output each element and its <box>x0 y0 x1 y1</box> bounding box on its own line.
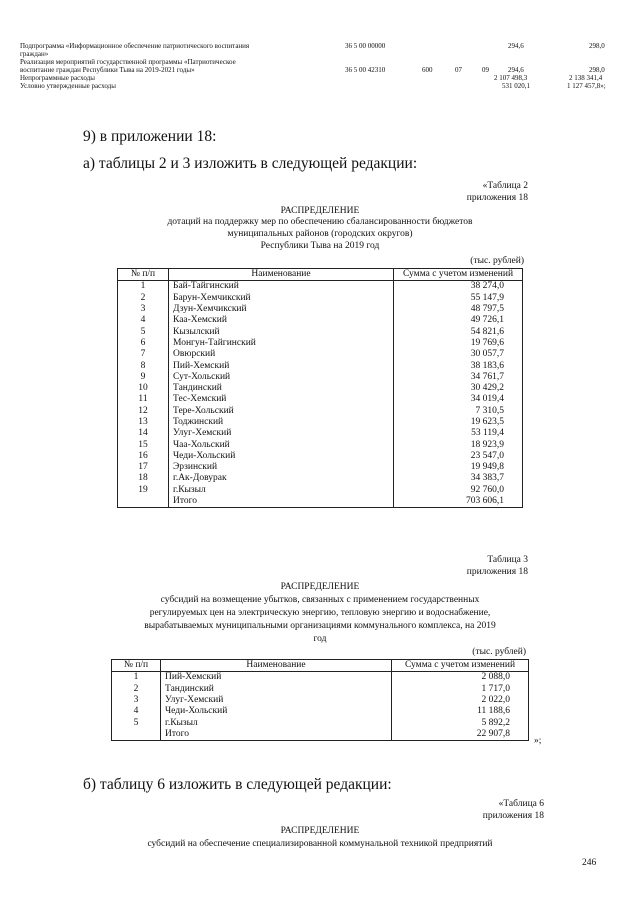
cell-name: г.Ак-Довурак <box>169 473 394 484</box>
table2-subtitle: Республики Тыва на 2019 год <box>260 241 380 251</box>
cell-name: Итого <box>169 496 394 508</box>
cell-name: Чаа-Хольский <box>169 439 394 450</box>
cell-sum: 53 119,4 <box>394 428 523 439</box>
row-value-2020: 2 138 341,4 <box>569 74 603 82</box>
row-code: 36 5 00 42310 <box>345 66 386 74</box>
cell-sum: 5 892,2 <box>392 717 529 728</box>
cell-number: 1 <box>112 672 161 684</box>
cell-sum: 49 726,1 <box>394 315 523 326</box>
row-value-2019: 294,6 <box>508 42 524 50</box>
table6-subtitle: субсидий на обеспечение специализированной коммунальной техникой предприятий <box>147 839 493 849</box>
row-rz: 07 <box>455 66 462 74</box>
table2 <box>117 268 523 508</box>
row-name: Непрограммные расходы <box>20 74 95 82</box>
table3-title: РАСПРЕДЕЛЕНИЕ <box>280 582 360 592</box>
table-row <box>118 326 523 337</box>
table-header-row <box>118 269 523 281</box>
cell-name: Монгун-Тайгинский <box>169 338 394 349</box>
table-row <box>112 706 529 717</box>
cell-sum: 38 183,6 <box>394 360 523 371</box>
cell-sum: 34 383,7 <box>394 473 523 484</box>
cell-name: Тоджинский <box>169 417 394 428</box>
table-row <box>118 383 523 394</box>
row-name: Реализация мероприятий государственной программы «Патриотическое <box>20 58 236 66</box>
cell-name: Чеди-Хольский <box>161 706 392 717</box>
cell-name: Итого <box>161 729 392 741</box>
table-row <box>118 417 523 428</box>
cell-name: Тес-Хемский <box>169 394 394 405</box>
table3-subtitle: вырабатываемых муниципальными организациями коммунального комплекса, на 2019 <box>144 621 496 631</box>
cell-number: 19 <box>118 485 169 496</box>
cell-number: 2 <box>112 684 161 695</box>
cell-number: 5 <box>112 717 161 728</box>
cell-name: Тандинский <box>161 684 392 695</box>
table-row <box>118 360 523 371</box>
table-row <box>112 672 529 684</box>
cell-sum: 54 821,6 <box>394 326 523 337</box>
cell-number: 1 <box>118 281 169 293</box>
cell-sum: 11 188,6 <box>392 706 529 717</box>
table-row <box>118 338 523 349</box>
table-row <box>118 451 523 462</box>
cell-sum: 38 274,0 <box>394 281 523 293</box>
table-row <box>118 473 523 484</box>
cell-name: Пий-Хемский <box>161 672 392 684</box>
cell-number: 14 <box>118 428 169 439</box>
table2-ref: «Таблица 2 <box>482 181 528 191</box>
table2-unit: (тыс. рублей) <box>470 256 524 266</box>
table3-unit: (тыс. рублей) <box>472 647 526 657</box>
cell-sum: 34 019,4 <box>394 394 523 405</box>
table-row <box>112 695 529 706</box>
cell-number <box>112 729 161 741</box>
table-row <box>118 439 523 450</box>
cell-sum: 2 088,0 <box>392 672 529 684</box>
cell-name: Пий-Хемский <box>169 360 394 371</box>
cell-number: 18 <box>118 473 169 484</box>
cell-name: Бай-Тайгинский <box>169 281 394 293</box>
table2-subtitle: дотаций на поддержку мер по обеспечению сбалансированности бюджетов <box>167 217 473 227</box>
table6-title: РАСПРЕДЕЛЕНИЕ <box>280 826 360 836</box>
cell-sum: 18 923,9 <box>394 439 523 450</box>
table6-ref: «Таблица 6 <box>498 799 544 809</box>
cell-number: 7 <box>118 349 169 360</box>
table-row <box>118 406 523 417</box>
cell-sum: 7 310,5 <box>394 406 523 417</box>
cell-number <box>118 496 169 508</box>
table-row <box>118 315 523 326</box>
cell-number: 15 <box>118 439 169 450</box>
cell-name: Дзун-Хемчикский <box>169 304 394 315</box>
point-b: б) таблицу 6 изложить в следующей редакции: <box>83 776 392 793</box>
cell-number: 6 <box>118 338 169 349</box>
cell-sum: 22 907,8 <box>392 729 529 741</box>
cell-name: Тере-Хольский <box>169 406 394 417</box>
table3-subtitle: субсидий на возмещение убытков, связанных с применением государственных <box>160 595 480 605</box>
row-value-2019: 531 020,1 <box>502 82 530 90</box>
row-pr: 09 <box>482 66 489 74</box>
cell-number: 10 <box>118 383 169 394</box>
table-row <box>112 684 529 695</box>
col-header-name: Наименование <box>169 269 394 281</box>
cell-number: 9 <box>118 372 169 383</box>
table2-appendix: приложения 18 <box>466 193 528 203</box>
cell-sum: 19 769,6 <box>394 338 523 349</box>
row-name: воспитание граждан Республики Тыва на 2019-2021 годы» <box>20 66 195 74</box>
cell-sum: 703 606,1 <box>394 496 523 508</box>
cell-sum: 2 022,0 <box>392 695 529 706</box>
cell-sum: 30 429,2 <box>394 383 523 394</box>
cell-sum: 48 797,5 <box>394 304 523 315</box>
cell-name: Кызылский <box>169 326 394 337</box>
cell-number: 3 <box>112 695 161 706</box>
cell-number: 4 <box>112 706 161 717</box>
table-row <box>118 304 523 315</box>
cell-name: Барун-Хемчикский <box>169 293 394 304</box>
row-name: Условно утвержденные расходы <box>20 82 116 90</box>
cell-number: 8 <box>118 360 169 371</box>
table-header-row <box>112 660 529 672</box>
cell-name: Тандинский <box>169 383 394 394</box>
col-header-sum: Сумма с учетом изменений <box>392 660 529 672</box>
cell-name: г.Кызыл <box>169 485 394 496</box>
col-header-name: Наименование <box>161 660 392 672</box>
point-9: 9) в приложении 18: <box>83 128 217 145</box>
table-row <box>118 281 523 293</box>
table6-appendix: приложения 18 <box>482 811 544 821</box>
table-row <box>118 349 523 360</box>
cell-number: 3 <box>118 304 169 315</box>
cell-sum: 19 623,5 <box>394 417 523 428</box>
cell-number: 13 <box>118 417 169 428</box>
table-row <box>118 428 523 439</box>
cell-number: 5 <box>118 326 169 337</box>
row-value-2020: 298,0 <box>589 42 605 50</box>
point-a: а) таблицы 2 и 3 изложить в следующей редакции: <box>83 155 418 172</box>
cell-number: 12 <box>118 406 169 417</box>
table-row <box>112 729 529 741</box>
table-row <box>118 372 523 383</box>
table2-title: РАСПРЕДЕЛЕНИЕ <box>280 206 360 216</box>
cell-name: Улуг-Хемский <box>169 428 394 439</box>
cell-number: 2 <box>118 293 169 304</box>
page-number: 246 <box>582 858 597 868</box>
cell-number: 16 <box>118 451 169 462</box>
row-value-2019: 294,6 <box>508 66 524 74</box>
table-row <box>118 462 523 473</box>
table3-subtitle: регулируемых цен на электрическую энергию, тепловую энергию и водоснабжение, <box>149 608 491 618</box>
table3-ref: Таблица 3 <box>487 555 528 565</box>
table3-subtitle: год <box>313 634 327 644</box>
col-header-number: № п/п <box>112 660 161 672</box>
cell-sum: 30 057,7 <box>394 349 523 360</box>
row-name: граждан» <box>20 50 49 58</box>
table3-appendix: приложения 18 <box>466 567 528 577</box>
row-name: Подпрограмма «Информационное обеспечение патриотического воспитания <box>20 42 250 50</box>
row-value-2019: 2 107 498,3 <box>494 74 528 82</box>
row-vr: 600 <box>422 66 433 74</box>
table2-subtitle: муниципальных районов (городских округов) <box>227 229 413 239</box>
cell-sum: 34 761,7 <box>394 372 523 383</box>
row-value-2020: 298,0 <box>589 66 605 74</box>
table-row <box>118 394 523 405</box>
table-row <box>112 717 529 728</box>
cell-number: 4 <box>118 315 169 326</box>
cell-sum: 1 717,0 <box>392 684 529 695</box>
table3 <box>111 659 529 741</box>
cell-name: г.Кызыл <box>161 717 392 728</box>
col-header-number: № п/п <box>118 269 169 281</box>
cell-name: Эрзинский <box>169 462 394 473</box>
cell-name: Овюрский <box>169 349 394 360</box>
table-row <box>118 293 523 304</box>
cell-sum: 23 547,0 <box>394 451 523 462</box>
cell-sum: 19 949,8 <box>394 462 523 473</box>
cell-number: 17 <box>118 462 169 473</box>
table-row <box>118 485 523 496</box>
cell-sum: 55 147,9 <box>394 293 523 304</box>
cell-name: Сут-Хольский <box>169 372 394 383</box>
top-row <box>20 82 620 91</box>
row-value-2020: 1 127 457,8»; <box>567 82 606 90</box>
cell-number: 11 <box>118 394 169 405</box>
table-row <box>118 496 523 508</box>
col-header-sum: Сумма с учетом изменений <box>394 269 523 281</box>
cell-sum: 92 760,0 <box>394 485 523 496</box>
row-code: 36 5 00 00000 <box>345 42 386 50</box>
cell-name: Улуг-Хемский <box>161 695 392 706</box>
cell-name: Чеди-Хольский <box>169 451 394 462</box>
cell-name: Каа-Хемский <box>169 315 394 326</box>
table3-closing-quote: »; <box>534 736 542 746</box>
